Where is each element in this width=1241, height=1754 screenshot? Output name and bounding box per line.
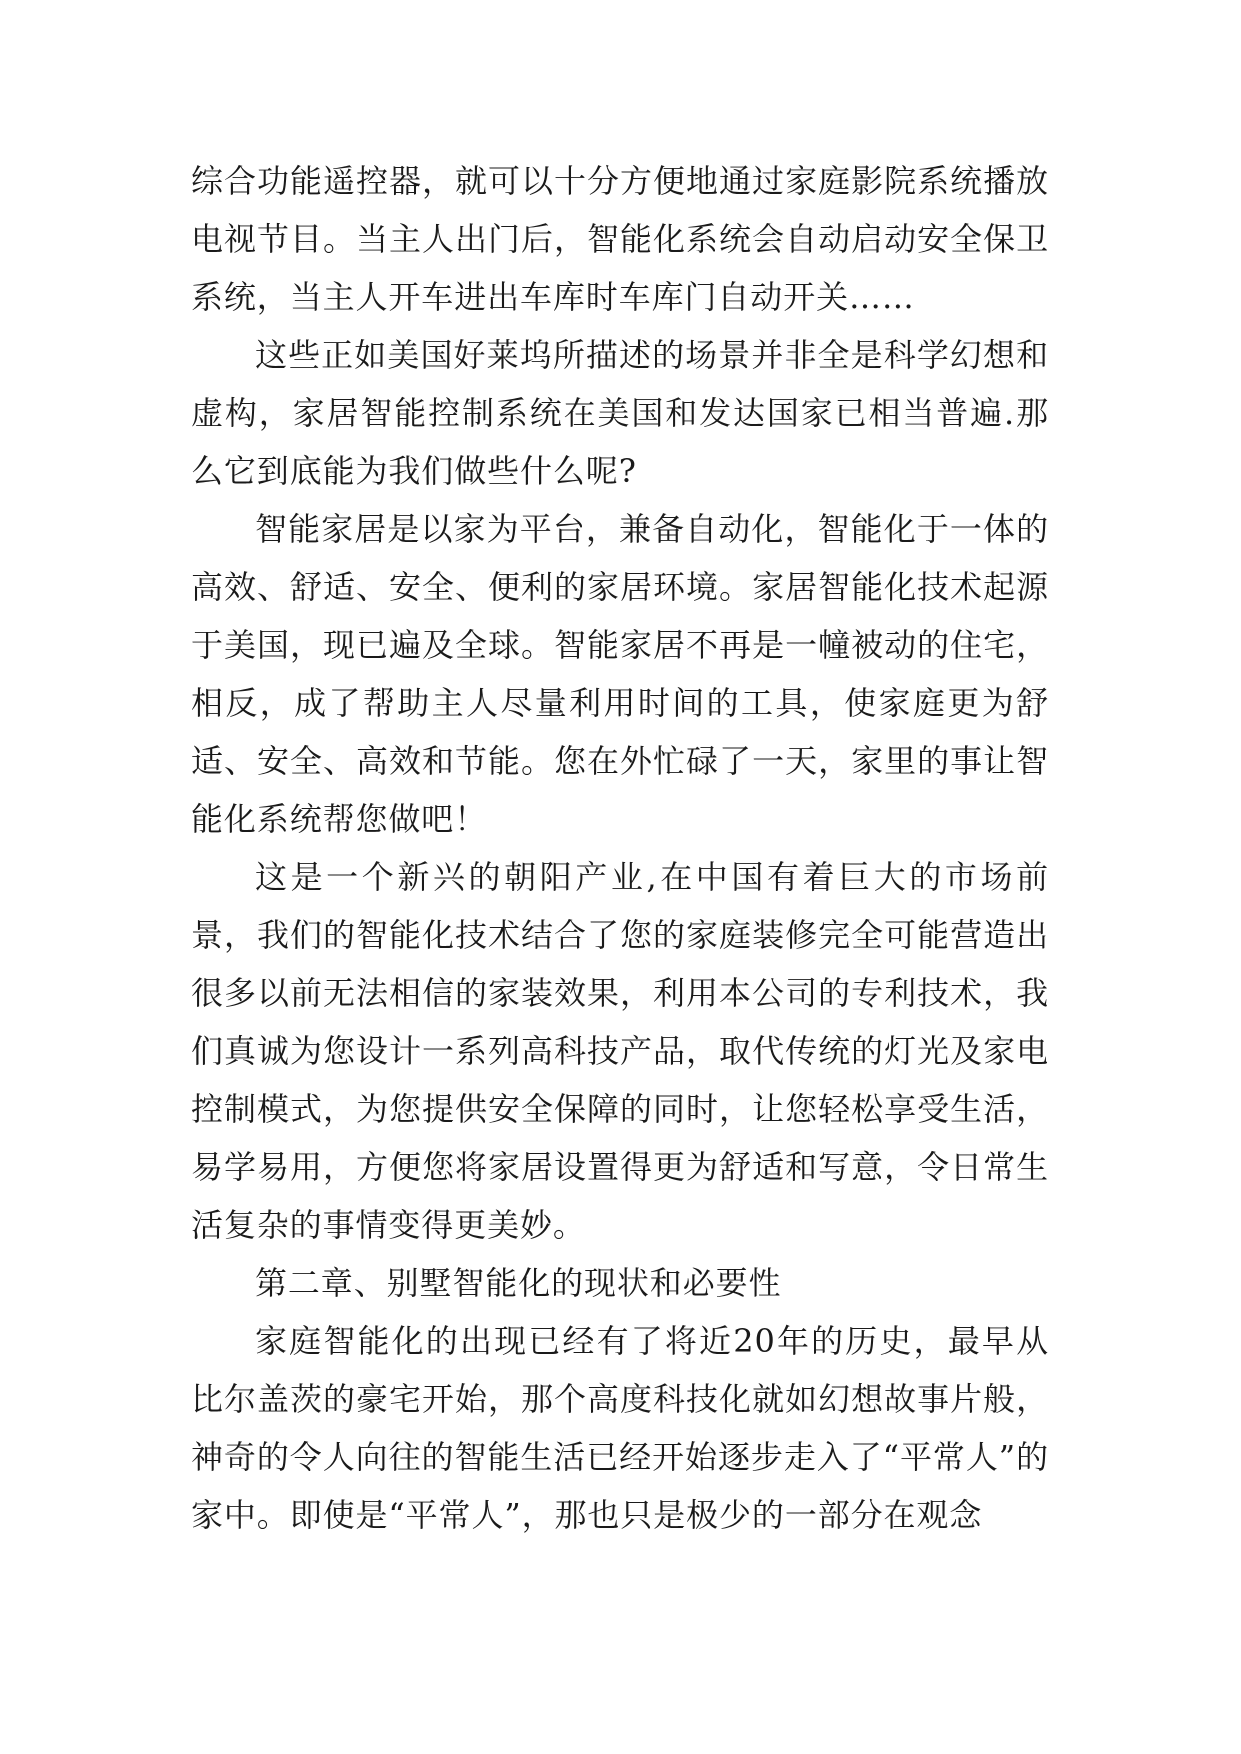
paragraph-history: 家庭智能化的出现已经有了将近20年的历史，最早从比尔盖茨的豪宅开始，那个高度科技化就如幻想故事片般，神奇的令人向往的智能生活已经开始逐步走入了“平常人”的家中。即使是“平常人”，那也只是极少的一部分在观念	[191, 1322, 1049, 1534]
paragraph-hollywood: 这些正如美国好莱坞所描述的场景并非全是科学幻想和虚构，家居智能控制系统在美国和发达国家已相当普遍.那么它到底能为我们做些什么呢?	[191, 336, 1049, 490]
paragraph-continuation: 综合功能遥控器，就可以十分方便地通过家庭影院系统播放电视节目。当主人出门后，智能化系统会自动启动安全保卫系统，当主人开车进出车库时车库门自动开关……	[191, 162, 1049, 316]
document-body	[191, 152, 1049, 1544]
paragraph-smart-home-definition: 智能家居是以家为平台，兼备自动化，智能化于一体的高效、舒适、安全、便利的家居环境。家居智能化技术起源于美国，现已遍及全球。智能家居不再是一幢被动的住宅，相反，成了帮助主人尽量利用时间的工具，使家庭更为舒适、安全、高效和节能。您在外忙碌了一天，家里的事让智能化系统帮您做吧！	[191, 510, 1049, 838]
paragraph-industry-prospect: 这是一个新兴的朝阳产业,在中国有着巨大的市场前景，我们的智能化技术结合了您的家庭装修完全可能营造出很多以前无法相信的家装效果，利用本公司的专利技术，我们真诚为您设计一系列高科技产品，取代传统的灯光及家电控制模式，为您提供安全保障的同时，让您轻松享受生活，易学易用，方便您将家居设置得更为舒适和写意，令日常生活复杂的事情变得更美妙。	[191, 858, 1049, 1244]
chapter-heading: 第二章、别墅智能化的现状和必要性	[255, 1264, 782, 1302]
